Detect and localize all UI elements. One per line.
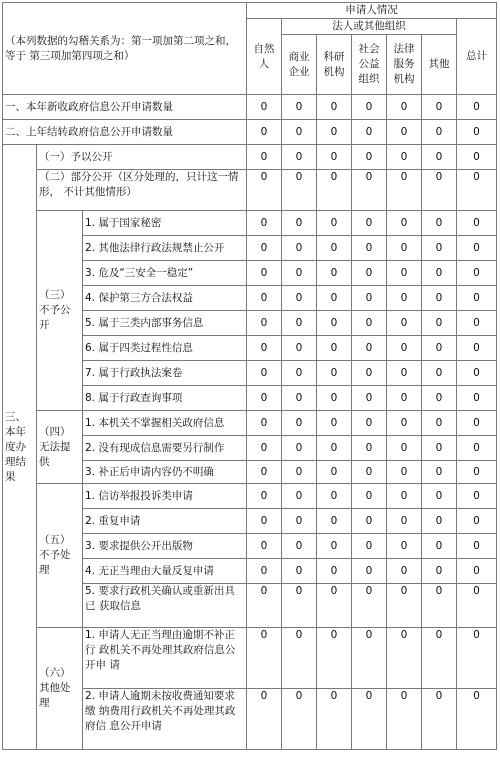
value-cell: 0 <box>247 509 282 534</box>
research-header: 科研机构 <box>317 35 352 95</box>
row-label: 2. 其他法律行政法规禁止公开 <box>83 236 247 261</box>
row-label: （一）予以公开 <box>37 145 247 170</box>
value-cell: 0 <box>422 484 457 509</box>
value-cell: 0 <box>352 411 387 436</box>
value-cell: 0 <box>387 484 422 509</box>
row-g4-1 <box>3 411 497 436</box>
value-cell: 0 <box>282 411 317 436</box>
value-cell: 0 <box>352 211 387 236</box>
value-cell: 0 <box>317 689 352 750</box>
value-cell: 0 <box>387 584 422 628</box>
value-cell: 0 <box>422 261 457 286</box>
row-label: 1. 信访举报投诉类申请 <box>83 484 247 509</box>
value-cell: 0 <box>352 534 387 559</box>
value-cell: 0 <box>422 628 457 689</box>
value-cell: 0 <box>317 436 352 461</box>
value-cell: 0 <box>387 95 422 120</box>
value-cell: 0 <box>457 386 497 411</box>
value-cell: 0 <box>387 436 422 461</box>
value-cell: 0 <box>387 509 422 534</box>
group-6-label: （六）其他处理 <box>37 628 83 750</box>
value-cell: 0 <box>352 584 387 628</box>
value-cell: 0 <box>387 261 422 286</box>
value-cell: 0 <box>352 484 387 509</box>
value-cell: 0 <box>352 689 387 750</box>
value-cell: 0 <box>457 120 497 145</box>
value-cell: 0 <box>352 145 387 170</box>
value-cell: 0 <box>247 311 282 336</box>
value-cell: 0 <box>282 436 317 461</box>
value-cell: 0 <box>422 145 457 170</box>
value-cell: 0 <box>457 286 497 311</box>
value-cell: 0 <box>352 336 387 361</box>
row-label: 8. 属于行政查询事项 <box>83 386 247 411</box>
value-cell: 0 <box>317 509 352 534</box>
value-cell: 0 <box>282 689 317 750</box>
value-cell: 0 <box>422 311 457 336</box>
value-cell: 0 <box>282 509 317 534</box>
value-cell: 0 <box>247 628 282 689</box>
row-full-disclosure <box>3 145 497 170</box>
row-label: 1. 本机关不掌握相关政府信息 <box>83 411 247 436</box>
value-cell: 0 <box>457 484 497 509</box>
row-g3-1 <box>3 211 497 236</box>
group-3-label: （三）不予公开 <box>37 211 83 411</box>
value-cell: 0 <box>352 120 387 145</box>
value-cell: 0 <box>317 236 352 261</box>
value-cell: 0 <box>422 559 457 584</box>
value-cell: 0 <box>247 461 282 484</box>
value-cell: 0 <box>317 461 352 484</box>
value-cell: 0 <box>247 689 282 750</box>
section-3-label: 三、本年度办理结果 <box>3 145 37 750</box>
value-cell: 0 <box>282 261 317 286</box>
value-cell: 0 <box>247 120 282 145</box>
value-cell: 0 <box>317 584 352 628</box>
row-label: 3. 要求提供公开出版物 <box>83 534 247 559</box>
value-cell: 0 <box>422 461 457 484</box>
value-cell: 0 <box>282 386 317 411</box>
value-cell: 0 <box>247 584 282 628</box>
value-cell: 0 <box>352 236 387 261</box>
value-cell: 0 <box>282 120 317 145</box>
value-cell: 0 <box>422 509 457 534</box>
value-cell: 0 <box>282 484 317 509</box>
value-cell: 0 <box>282 534 317 559</box>
row-g5-1 <box>3 484 497 509</box>
row-label: 3. 危及“三安全一稳定” <box>83 261 247 286</box>
value-cell: 0 <box>247 559 282 584</box>
value-cell: 0 <box>457 170 497 211</box>
value-cell: 0 <box>352 261 387 286</box>
value-cell: 0 <box>422 534 457 559</box>
value-cell: 0 <box>457 361 497 386</box>
value-cell: 0 <box>422 170 457 211</box>
value-cell: 0 <box>317 311 352 336</box>
value-cell: 0 <box>422 689 457 750</box>
value-cell: 0 <box>352 461 387 484</box>
value-cell: 0 <box>282 559 317 584</box>
value-cell: 0 <box>317 120 352 145</box>
header-row-1 <box>3 3 497 19</box>
row-label: 4. 保护第三方合法权益 <box>83 286 247 311</box>
value-cell: 0 <box>352 436 387 461</box>
value-cell: 0 <box>457 509 497 534</box>
value-cell: 0 <box>457 95 497 120</box>
value-cell: 0 <box>282 584 317 628</box>
group-5-label: （五）不予处理 <box>37 484 83 628</box>
value-cell: 0 <box>317 286 352 311</box>
value-cell: 0 <box>282 211 317 236</box>
value-cell: 0 <box>422 286 457 311</box>
value-cell: 0 <box>387 336 422 361</box>
row-label: 5. 要求行政机关确认或重新出具已 获取信息 <box>83 584 247 628</box>
value-cell: 0 <box>422 120 457 145</box>
value-cell: 0 <box>422 236 457 261</box>
value-cell: 0 <box>282 311 317 336</box>
value-cell: 0 <box>457 311 497 336</box>
value-cell: 0 <box>282 236 317 261</box>
value-cell: 0 <box>317 484 352 509</box>
value-cell: 0 <box>282 628 317 689</box>
value-cell: 0 <box>422 411 457 436</box>
value-cell: 0 <box>247 145 282 170</box>
cross-check-note: （本列数据的勾稽关系为：第一项加第二项之和，等于 第三项加第四项之和） <box>3 3 247 95</box>
value-cell: 0 <box>457 436 497 461</box>
value-cell: 0 <box>387 628 422 689</box>
value-cell: 0 <box>387 559 422 584</box>
value-cell: 0 <box>317 386 352 411</box>
value-cell: 0 <box>282 95 317 120</box>
value-cell: 0 <box>387 311 422 336</box>
row-partial-disclosure <box>3 170 497 211</box>
value-cell: 0 <box>352 628 387 689</box>
row-label: 6. 属于四类过程性信息 <box>83 336 247 361</box>
row-label: 2. 申请人逾期未按收费通知要求缴 纳费用行政机关不再处理其政府信 息公开申请 <box>83 689 247 750</box>
disclosure-statistics-table <box>2 2 497 750</box>
value-cell: 0 <box>387 411 422 436</box>
value-cell: 0 <box>457 261 497 286</box>
value-cell: 0 <box>457 145 497 170</box>
value-cell: 0 <box>247 411 282 436</box>
value-cell: 0 <box>282 145 317 170</box>
value-cell: 0 <box>387 361 422 386</box>
value-cell: 0 <box>352 95 387 120</box>
value-cell: 0 <box>387 145 422 170</box>
value-cell: 0 <box>352 311 387 336</box>
value-cell: 0 <box>387 120 422 145</box>
value-cell: 0 <box>247 361 282 386</box>
row-label: 1. 申请人无正当理由逾期不补正行 政机关不再处理其政府信息公开申 请 <box>83 628 247 689</box>
row-label: 4. 无正当理由大量反复申请 <box>83 559 247 584</box>
value-cell: 0 <box>247 386 282 411</box>
value-cell: 0 <box>387 211 422 236</box>
value-cell: 0 <box>422 584 457 628</box>
value-cell: 0 <box>457 689 497 750</box>
value-cell: 0 <box>352 386 387 411</box>
value-cell: 0 <box>457 211 497 236</box>
value-cell: 0 <box>422 95 457 120</box>
value-cell: 0 <box>387 170 422 211</box>
row-label: 5. 属于三类内部事务信息 <box>83 311 247 336</box>
row-label: （二）部分公开（区分处理的，只计这一情形， 不计其他情形） <box>37 170 247 211</box>
value-cell: 0 <box>352 509 387 534</box>
row-label: 1. 属于国家秘密 <box>83 211 247 236</box>
natural-person-header: 自然人 <box>247 19 282 95</box>
value-cell: 0 <box>387 461 422 484</box>
row-carried-over <box>3 120 497 145</box>
value-cell: 0 <box>422 336 457 361</box>
value-cell: 0 <box>317 95 352 120</box>
value-cell: 0 <box>387 286 422 311</box>
value-cell: 0 <box>457 559 497 584</box>
value-cell: 0 <box>457 411 497 436</box>
value-cell: 0 <box>387 689 422 750</box>
value-cell: 0 <box>352 559 387 584</box>
row-label: 2. 没有现成信息需要另行制作 <box>83 436 247 461</box>
value-cell: 0 <box>317 261 352 286</box>
value-cell: 0 <box>457 236 497 261</box>
value-cell: 0 <box>247 211 282 236</box>
value-cell: 0 <box>317 411 352 436</box>
row-label: 3. 补正后申请内容仍不明确 <box>83 461 247 484</box>
value-cell: 0 <box>422 361 457 386</box>
business-header: 商业企业 <box>282 35 317 95</box>
value-cell: 0 <box>352 361 387 386</box>
value-cell: 0 <box>387 236 422 261</box>
row-label: 7. 属于行政执法案卷 <box>83 361 247 386</box>
total-header: 总计 <box>457 19 497 95</box>
value-cell: 0 <box>457 628 497 689</box>
row-new-requests <box>3 95 497 120</box>
value-cell: 0 <box>247 436 282 461</box>
group-4-label: （四）无法提供 <box>37 411 83 484</box>
value-cell: 0 <box>317 559 352 584</box>
value-cell: 0 <box>282 170 317 211</box>
value-cell: 0 <box>352 286 387 311</box>
row-label: 二、上年结转政府信息公开申请数量 <box>3 120 247 145</box>
value-cell: 0 <box>282 361 317 386</box>
value-cell: 0 <box>387 386 422 411</box>
value-cell: 0 <box>247 484 282 509</box>
value-cell: 0 <box>247 95 282 120</box>
row-label: 一、本年新收政府信息公开申请数量 <box>3 95 247 120</box>
value-cell: 0 <box>457 336 497 361</box>
value-cell: 0 <box>317 211 352 236</box>
value-cell: 0 <box>317 534 352 559</box>
value-cell: 0 <box>422 211 457 236</box>
value-cell: 0 <box>457 584 497 628</box>
value-cell: 0 <box>282 336 317 361</box>
legal-or-other-header: 法人或其他组织 <box>282 19 457 35</box>
value-cell: 0 <box>282 286 317 311</box>
value-cell: 0 <box>317 170 352 211</box>
row-label: 2. 重复申请 <box>83 509 247 534</box>
other-header: 其他 <box>422 35 457 95</box>
value-cell: 0 <box>317 628 352 689</box>
value-cell: 0 <box>457 534 497 559</box>
public-welfare-header: 社会公益组织 <box>352 35 387 95</box>
value-cell: 0 <box>247 336 282 361</box>
value-cell: 0 <box>247 261 282 286</box>
row-g6-1 <box>3 628 497 689</box>
value-cell: 0 <box>422 386 457 411</box>
value-cell: 0 <box>387 534 422 559</box>
value-cell: 0 <box>317 361 352 386</box>
value-cell: 0 <box>317 336 352 361</box>
value-cell: 0 <box>457 461 497 484</box>
value-cell: 0 <box>317 145 352 170</box>
value-cell: 0 <box>247 170 282 211</box>
applicant-header: 申请人情况 <box>247 3 497 19</box>
value-cell: 0 <box>422 436 457 461</box>
value-cell: 0 <box>247 286 282 311</box>
value-cell: 0 <box>352 170 387 211</box>
value-cell: 0 <box>282 461 317 484</box>
legal-service-header: 法律服务机构 <box>387 35 422 95</box>
value-cell: 0 <box>247 236 282 261</box>
value-cell: 0 <box>247 534 282 559</box>
